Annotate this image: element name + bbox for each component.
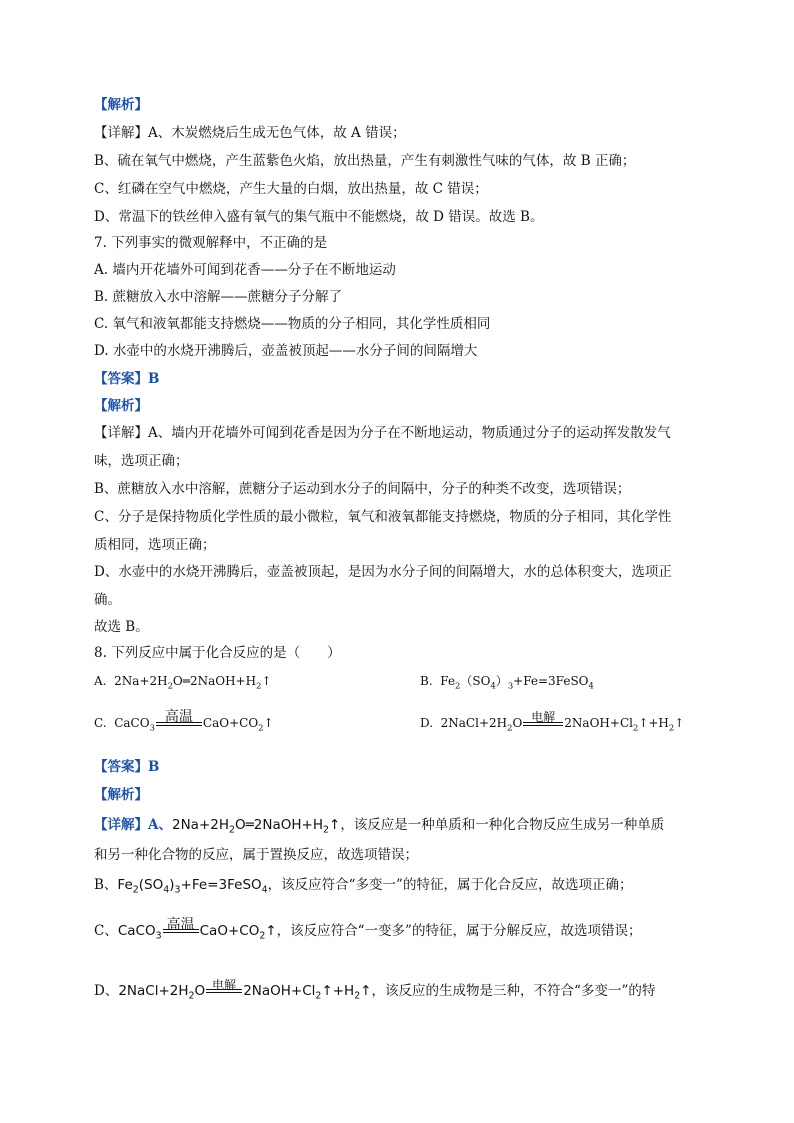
detail-7-line-7: 确。: [94, 592, 121, 608]
detail-7-line-8: 故选 B。: [94, 619, 149, 635]
condition-high-temp: 高温: [155, 714, 203, 732]
question-7-option-a: A. 墙内开花墙外可闻到花香——分子在不断地运动: [94, 262, 396, 278]
detail-7-line-1: 【详解】A、墙内开花墙外可闻到花香是因为分子在不断地运动，物质通过分子的运动挥发散发气: [94, 425, 671, 441]
detail-8-a-line-2: 和另一种化合物的反应，属于置换反应，故选项错误；: [94, 847, 418, 863]
detail-line-3: C、红磷在空气中燃烧，产生大量的白烟，放出热量，故 C 错误；: [94, 181, 488, 197]
detail-7-line-3: B、蔗糖放入水中溶解，蔗糖分子运动到水分子的间隔中，分子的种类不改变，选项错误；: [94, 481, 631, 497]
detail-7-line-2: 味，选项正确；: [94, 453, 189, 469]
detail-line-1: 【详解】A、木炭燃烧后生成无色气体，故 A 错误；: [94, 125, 406, 141]
detail-7-line-5: 质相同，选项正确；: [94, 537, 216, 553]
question-8-stem: 8. 下列反应中属于化合反应的是（ ）: [94, 645, 341, 661]
detail-7-line-4: C、分子是保持物质化学性质的最小微粒，氧气和液氧都能支持燃烧，物质的分子相同，其化学性: [94, 509, 672, 525]
question-7-stem: 7. 下列事实的微观解释中，不正确的是: [94, 235, 328, 251]
option-c-label: C.: [94, 716, 107, 730]
analysis-heading-2: 【解析】: [94, 398, 148, 414]
condition-high-temp-2: 高温: [162, 922, 200, 940]
question-8-option-b: B. $Fe_2(SO_4)_3+Fe=3FeSO_4$: [420, 674, 594, 691]
question-7-option-b: B. 蔗糖放入水中溶解——蔗糖分子分解了: [94, 289, 343, 305]
option-d-label: D.: [420, 716, 434, 730]
condition-electrolysis-2: 电解: [205, 982, 243, 1000]
question-7-option-d: D. 水壶中的水烧开沸腾后，壶盖被顶起——水分子间的间隔增大: [94, 343, 478, 359]
detail-line-4: D、常温下的铁丝伸入盛有氧气的集气瓶中不能燃烧，故 D 错误。故选 B。: [94, 209, 544, 225]
question-7-option-c: C. 氧气和液氧都能支持燃烧——物质的分子相同，其化学性质相同: [94, 316, 491, 332]
option-b-label: B.: [420, 674, 433, 688]
option-a-label: A.: [94, 674, 107, 688]
condition-electrolysis: 电解: [522, 714, 564, 732]
question-8-option-d: D. $2NaCl+2H_2O$ 电解 $2NaOH+Cl_2↑+H_2↑$: [420, 710, 685, 733]
analysis-heading-3: 【解析】: [94, 787, 148, 803]
question-8-option-c: C. CaCO$_3$ 高温 $CaO+CO_2↑$: [94, 709, 274, 733]
detail-8-a: 【详解】A、$2Na+2H_2O═2NaOH+H_2↑$，该反应是一种单质和一种化合物反应生成另一种单质: [94, 817, 665, 836]
detail-8-c: C、CaCO$_3$ 高温 $CaO+CO_2↑$，该反应符合“一变多”的特征，属于分解反应，故选项错误；: [94, 917, 642, 942]
analysis-heading-1: 【解析】: [94, 97, 148, 113]
detail-7-line-6: D、水壶中的水烧开沸腾后，壶盖被顶起，是因为水分子间的间隔增大，水的总体积变大，选项正: [94, 564, 672, 580]
question-8-option-a: A. $2Na+2H_2O═2NaOH+H_2↑$: [94, 674, 272, 691]
answer-8: 【答案】B: [94, 759, 160, 775]
detail-8-d: D、$2NaCl+2H_2O$ 电解 $2NaOH+Cl_2↑+H_2↑$，该反应的生成物是三种，不符合“多变一”的特: [94, 978, 656, 1002]
detail-8-b: B、$Fe_2(SO_4)_3+Fe=3FeSO_4$，该反应符合“多变一”的特征，属于化合反应，故选项正确；: [94, 877, 633, 896]
answer-7: 【答案】B: [94, 371, 160, 387]
detail-line-2: B、硫在氧气中燃烧，产生蓝紫色火焰，放出热量，产生有刺激性气味的气体，故 B 正确；: [94, 153, 636, 169]
